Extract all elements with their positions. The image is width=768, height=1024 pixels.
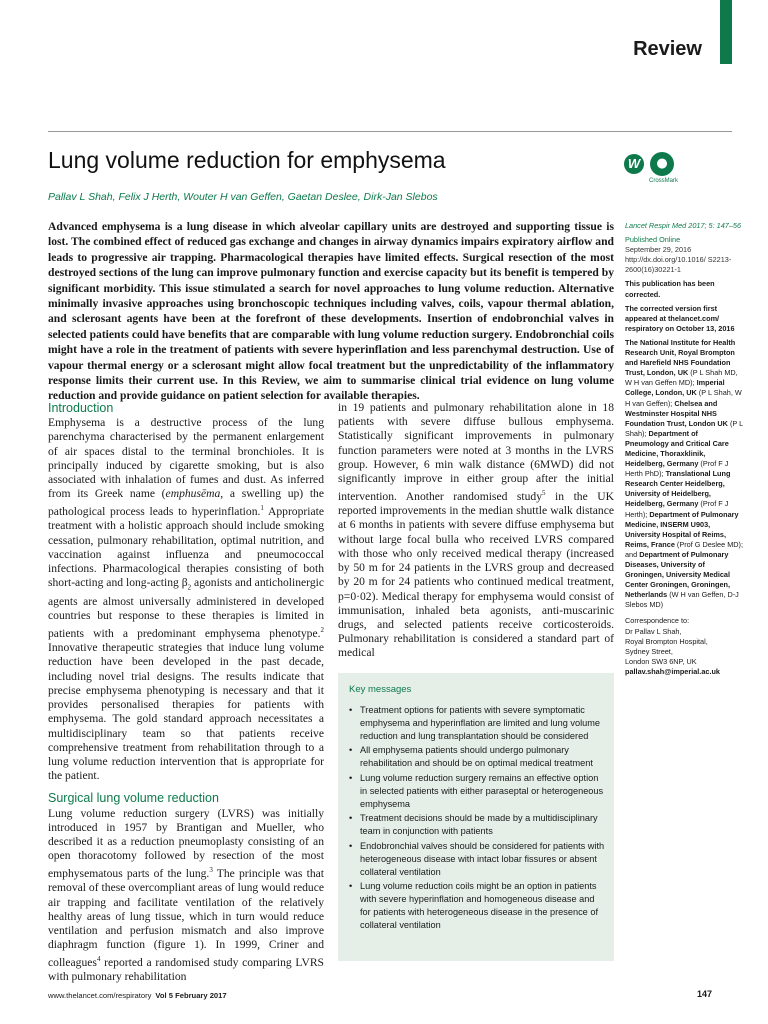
- journal-url-link[interactable]: www.thelancet.com/respiratory: [48, 991, 152, 1000]
- body-column-left: [48, 401, 324, 985]
- surgical-text: reported a randomised study comparing LVRS with pulmonary rehabilitation: [48, 956, 324, 984]
- bullet-icon: •: [349, 705, 353, 715]
- key-message-item: [346, 840, 606, 878]
- section-heading-introduction: Introduction: [48, 401, 114, 415]
- key-message-item: [346, 880, 606, 931]
- article-sidebar: [625, 221, 743, 681]
- affiliation: Department of Pneumology and Critical Care Medicine, Thoraxklinik, Heidelberg, Germany: [625, 428, 729, 469]
- body-column-right: [338, 401, 614, 661]
- volume-info: Vol 5 February 2017: [155, 991, 227, 1000]
- journal-citation: Lancet Respir Med 2017; 5: 147–56: [625, 221, 742, 230]
- bullet-icon: •: [349, 745, 353, 756]
- key-messages-list: [346, 704, 606, 934]
- bullet-icon: •: [349, 772, 353, 783]
- key-message-text: Endobronchial valves should be considered for patients with heterogeneous disease with intact lobar fissures or absent collateral ventilation: [360, 840, 605, 877]
- correspondence-block: [625, 616, 743, 677]
- bullet-icon: •: [349, 840, 353, 851]
- correspondence-address-line: London SW3 6NP, UK: [625, 656, 697, 666]
- intro-text: Emphysema is a destructive process of the lung parenchyma characterised by the permanent enlargement of air spaces distal to the terminal bronchioles. It is principally induced by cigarette smoking, but is also associated with inhalation of fumes and dust. As inferred from its Greek name (: [48, 416, 324, 501]
- header-accent-bar: [720, 0, 732, 64]
- correspondence-label: Correspondence to:: [625, 616, 690, 626]
- bullet-icon: •: [349, 881, 353, 892]
- intro-text: Innovative therapeutic strategies that induce lung volume reduction have been developed in the past decade, including novel trial designs. The results indicate that precise emphysema phenotyping is necessary and that it provides personalised therapies for patients with emphysema. The gold standard approach necessitates a multidisciplinary team so that patients receive comprehensive treatment from rehabilitation through to a lung volume reduction intervention that is appropriate for the patient.: [48, 641, 324, 783]
- surgical-text: The principle was that removal of these overcompliant areas of lung would reduce air trapping and facilitate ventilation of the relatively healthy areas of lung tissue, which in turn would reduce ventilation and perfusion mismatch and also improve diaphragm function (figure 1). In 1999, Criner and colleagues: [48, 867, 325, 970]
- correspondence-address-line: Royal Brompton Hospital,: [625, 636, 708, 646]
- page-footer: [48, 991, 227, 1000]
- crossmark-icon[interactable]: ●: [650, 152, 674, 176]
- key-messages-panel: [338, 673, 614, 961]
- affiliation-authors: (P L Shah, W H van Geffen);: [625, 388, 742, 408]
- open-access-logo-icon[interactable]: W: [624, 154, 644, 174]
- reference-link[interactable]: 2: [320, 626, 324, 635]
- key-message-item: [346, 812, 606, 838]
- key-message-text: Treatment options for patients with severe symptomatic emphysema and hyperinflation are limited and lung volume reduction and lung transplantation should be considered: [360, 705, 601, 741]
- section-heading-surgical-lung-volume-reduction: Surgical lung volume reduction: [48, 791, 219, 806]
- key-message-text: Treatment decisions should be made by a multidisciplinary team in conjunction with patients: [360, 813, 598, 837]
- body-text: in 19 patients and pulmonary rehabilitation alone in 18 patients with severe diffuse bullous emphysema. Statistically significant improvements in pulmonary function parameters were noted at 3 months in the LVRS group. However, 6 min walk distance (6MWD) did not significantly improve in either group after the initial intervention. Another randomised study: [338, 401, 614, 504]
- key-message-item: [346, 772, 606, 810]
- reference-link[interactable]: 3: [209, 866, 213, 875]
- reference-link[interactable]: 4: [96, 955, 101, 964]
- affiliation-conjunction: and: [625, 549, 640, 559]
- published-label: Published Online: [625, 235, 681, 245]
- reference-link[interactable]: 1: [260, 504, 264, 513]
- correspondence-address-line: Sydney Street,: [625, 646, 673, 656]
- subscript: 2: [187, 583, 192, 592]
- affiliation-authors: (Prof G Deslee MD);: [674, 539, 744, 549]
- key-message-text: All emphysema patients should undergo pulmonary rehabilitation and should be on optimal medical treatment: [360, 745, 593, 769]
- published-date: September 29, 2016: [625, 245, 692, 255]
- affiliation-authors: (Prof F J Herth);: [625, 499, 729, 519]
- correspondence-email-link[interactable]: pallav.shah@imperial.ac.uk: [625, 666, 720, 676]
- intro-text: agonists and anticholinergic agents are almost universally administered in developed countries but response to these therapies is limited in patients with a predominant emphysema phenotype.: [48, 576, 324, 641]
- author-affiliations: [625, 338, 743, 611]
- key-message-text: Lung volume reduction coils might be an option in patients with severe hyperinflation and homogeneous disease and for patients with heterogeneous disease in the presence of collateral ventilation: [360, 881, 599, 930]
- affiliation: Department of Pulmonary Medicine, INSERM U903, University Hospital of Reims, Reims, France: [625, 509, 739, 549]
- article-abstract: Advanced emphysema is a lung disease in which alveolar capillary units are destroyed and supporting tissue is lost. The combined effect of reduced gas exchange and changes in airway dynamics impairs expiratory airflow and leads to progressive air trapping. Pharmacological therapies have limited effects. Surgical resection of the most destroyed sections of the lung can improve pulmonary function and exercise capacity but its benefit is tempered by significant morbidity. This issue stimulated a search for novel approaches to lung volume reduction. Alternative minimally invasive approaches using bronchoscopic techniques including valves, coils, vapour thermal ablation, and sclerosant agents have been at the forefront of these developments. Insertion of endobronchial valves in selected patients could have benefits that are comparable with lung volume reduction surgery. Endobronchial coils might have a role in the treatment of patients with severe hyperinflation and less parenchymal destruction. Use of vapour thermal energy or a sclerosant might allow focal treatment but the unpredictability of the inflammatory response limits their current use. In this Review, we aim to summarise clinical trial evidence on lung volume reduction and provide guidance on patient selection for available therapies.: [48, 220, 614, 403]
- correction-version-note: The corrected version first appeared at thelancet.com/ respiratory on October 13, 2016: [625, 303, 735, 333]
- intro-text: Appropriate treatment with a holistic approach should include smoking cessation, pulmonary rehabilitation, optimal nutrition, and vaccination against influenza and pneumococcal infections. Pharmacological therapies consisting of both short-acting and long-acting β: [48, 505, 324, 590]
- reference-link[interactable]: 5: [542, 489, 546, 498]
- section-label: Review: [633, 38, 702, 60]
- key-messages-heading: Key messages: [349, 684, 412, 695]
- bullet-icon: •: [349, 813, 353, 824]
- key-message-item: [346, 744, 606, 770]
- page-number: 147: [696, 989, 712, 999]
- affiliation-authors: (P L Shah);: [625, 418, 743, 438]
- article-authors[interactable]: Pallav L Shah, Felix J Herth, Wouter H van Geffen, Gaetan Deslee, Dirk-Jan Slebos: [48, 191, 438, 203]
- surgical-paragraph: [48, 807, 324, 985]
- publication-info: [625, 235, 743, 275]
- affiliation: Imperial College, London, UK: [625, 378, 725, 398]
- key-message-item: [346, 704, 606, 742]
- intro-text: , a swelling up) the pathological process leads to hyperinflation.: [48, 487, 325, 519]
- affiliation-authors: (W H van Geffen, D-J Slebos MD): [625, 590, 739, 610]
- greek-term: emphusēma: [165, 487, 221, 501]
- doi-link[interactable]: http://dx.doi.org/10.1016/ S2213-2600(16)30221-1: [625, 255, 732, 275]
- affiliation: The National Institute for Health Research Unit, Royal Brompton and Harefield NHS Foundation Trust, London, UK: [625, 337, 736, 378]
- affiliation-authors: (P L Shah MD, W H van Geffen MD);: [625, 368, 738, 388]
- article-logos: [624, 152, 678, 188]
- continued-paragraph: [338, 401, 614, 661]
- affiliation: Translational Lung Research Center Heidelberg, University of Heidelberg, Heidelberg, Germany: [625, 469, 731, 509]
- body-text: in the UK reported improvements in the median shuttle walk distance at 6 months in patients with severe diffuse emphysema but without large focal bulla who received LVRS compared with those who only received medical therapy (increased by 50 m for 24 patients in the LVRS group and decreased by 20 m for 24 patients who continued medical treatment, p=0·02). Medical therapy for emphysema would consist of immunisation, inhaled beta agonists, anti-muscarinic drugs, and selected patients receive corticosteroids. Pulmonary rehabilitation is considered a standard part of medical: [338, 490, 614, 660]
- introduction-paragraph: [48, 416, 324, 783]
- affiliation: Department of Pulmonary Diseases, University of Groningen, University Medical Center Groningen, Groningen, Netherlands: [625, 549, 731, 600]
- correspondence-name: Dr Pallav L Shah,: [625, 626, 682, 636]
- key-message-text: Lung volume reduction surgery remains an effective option in selected patients with either paraseptal or heterogeneous emphysema: [360, 772, 604, 809]
- crossmark-caption: CrossMark: [649, 178, 679, 184]
- surgical-text: Lung volume reduction surgery (LVRS) was initially introduced in 1957 by Brantigan and Mueller, who described it as a reduction pneumoplasty consisting of an open thoracotomy followed by resection of the most emphysematous parts of the lung.: [48, 806, 324, 881]
- affiliation: Chelsea and Westminster Hospital NHS Foundation Trust, London UK: [625, 398, 728, 428]
- header-divider: [48, 131, 732, 132]
- correction-notice: This publication has been corrected.: [625, 279, 715, 299]
- article-title: Lung volume reduction for emphysema: [48, 147, 446, 173]
- affiliation-authors: (Prof F J Herth PhD);: [625, 459, 729, 479]
